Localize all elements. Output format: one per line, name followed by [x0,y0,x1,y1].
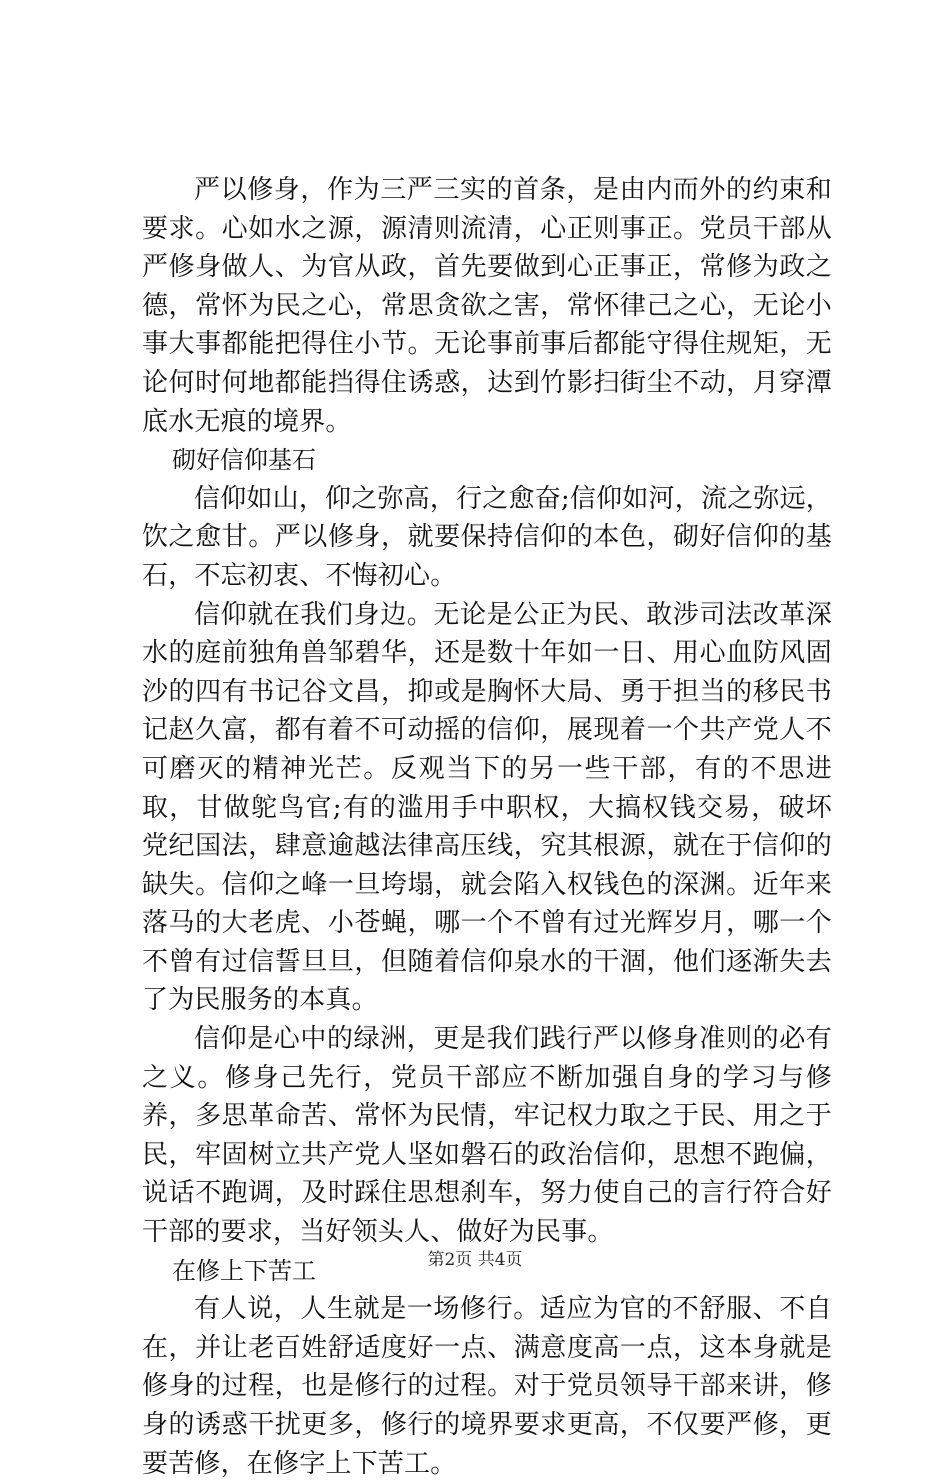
paragraph-faith-oasis: 信仰是心中的绿洲，更是我们践行严以修身准则的必有之义。修身己先行，党员干部应不断加强自身的学习与修养，多思革命苦、常怀为民情，牢记权力取之于民、用之于民，牢固树立共产党人坚如磐石的政治信仰，思想不跑偏，说话不跑调，及时踩住思想刹车，努力使自己的言行符合好干部的要求，当好领头人、做好为民事。 [142,1024,832,1248]
paragraph-cultivation: 有人说，人生就是一场修行。适应为官的不舒服、不自在，并让老百姓舒适度好一点、满意度高一点，这本身就是修身的过程，也是修行的过程。对于党员领导干部来讲，修身的诱惑干扰更多，修行的境界要求更高，不仅要严修，更要苦修，在修字上下苦工。 [142,1294,832,1479]
document-body [142,171,832,1483]
paragraph-intro: 严以修身，作为三严三实的首条，是由内而外的约束和要求。心如水之源，源清则流清，心正则事正。党员干部从严修身做人、为官从政，首先要做到心正事正，常修为政之德，常怀为民之心，常思贪欲之害，常怀律己之心，无论小事大事都能把得住小节。无论事前事后都能守得住规矩，无论何时何地都能挡得住诱惑，达到竹影扫街尘不动，月穿潭底水无痕的境界。 [142,175,832,437]
paragraph-faith-mountain: 信仰如山，仰之弥高，行之愈奋;信仰如河，流之弥远，饮之愈甘。严以修身，就要保持信仰的本色，砌好信仰的基石，不忘初衷、不悔初心。 [142,483,832,591]
section-heading-faith-foundation: 砌好信仰基石 [172,446,316,475]
paragraph-faith-examples: 信仰就在我们身边。无论是公正为民、敢涉司法改革深水的庭前独角兽邹碧华，还是数十年如一日、用心血防风固沙的四有书记谷文昌，抑或是胸怀大局、勇于担当的移民书记赵久富，都有着不可动摇的信仰，展现着一个共产党人不可磨灭的精神光芒。反观当下的另一些干部，有的不思进取，甘做鸵鸟官;有的滥用手中职权，大搞权钱交易，破坏党纪国法，肆意逾越法律高压线，究其根源，就在于信仰的缺失。信仰之峰一旦垮塌，就会陷入权钱色的深渊。近年来落马的大老虎、小苍蝇，哪一个不曾有过光辉岁月，哪一个不曾有过信誓旦旦，但随着信仰泉水的干涸，他们逐渐失去了为民服务的本真。 [142,599,832,1016]
page-footer: 第2页 共4页 [427,1250,523,1270]
section-heading-hard-work: 在修上下苦工 [172,1256,316,1285]
